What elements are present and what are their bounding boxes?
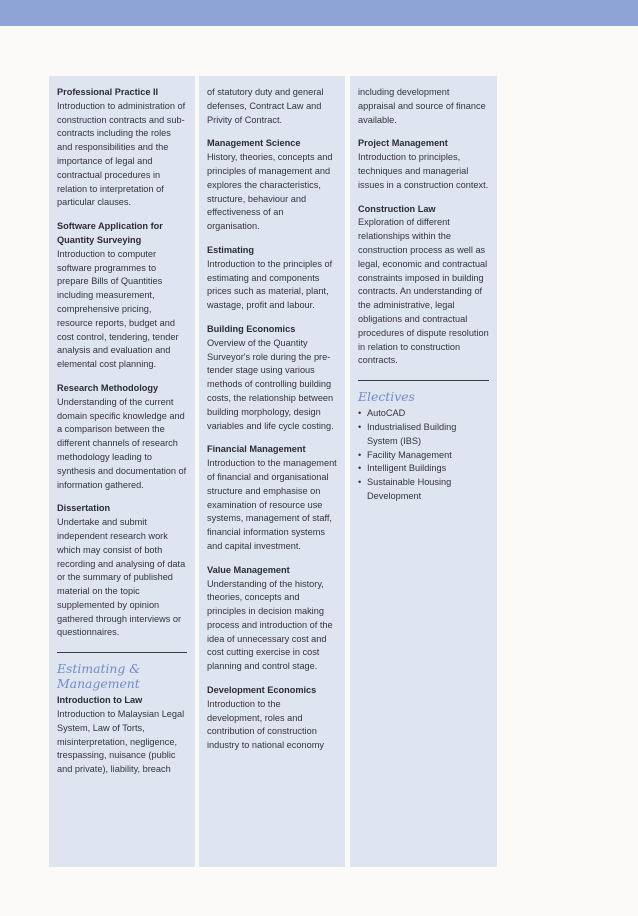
course-heading: Development Economics [207,685,317,696]
course-description: Introduction to principles, techniques and managerial issues in a construction context. [358,152,489,190]
group-title-electives: Electives [358,389,415,405]
course-heading: Financial Management [207,444,306,455]
elective-item: • Intelligent Buildings [358,462,489,476]
course-description: Overview of the Quantity Surveyor's role during the pre-tender stage using various methods of controlling building costs, the relationship between building morphology, design variables and life cycle costing. [207,337,334,431]
course-description: Introduction to the development, roles and contribution of construction industry to national economy [207,698,324,751]
elective-item: • Sustainable Housing Development [358,476,489,504]
course-construction-law [358,203,489,369]
course-description: Introduction to the management of financial and organisational structure and emphasise on examination of resource use systems, management of staff, financial information systems and capital investment. [207,458,337,551]
column-2 [199,76,345,867]
course-financial-management [207,443,337,553]
course-heading: Building Economics [207,323,296,334]
course-research-methodology [57,382,187,492]
group-title-estimating-management: Estimating & Management [57,661,141,692]
course-heading: Introduction to Law [57,695,143,706]
course-heading: Research Methodology [57,382,159,393]
course-value-management [207,564,337,674]
course-description: Exploration of different relationships within the construction process as well as legal, economic and contractual constraints imposed in building contracts. An understanding of the administrative, legal obligations and contractual procedures of dispute resolution in relation to construction contracts. [358,217,489,366]
continued-description: including development appraisal and source of finance available. [358,87,486,125]
column-1 [49,76,195,867]
course-heading: Dissertation [57,503,111,514]
course-heading: Project Management [358,138,448,149]
course-heading: Professional Practice II [57,87,159,97]
course-description: Introduction to administration of construction contracts and sub-contracts including the roles and responsibilities and the importance of legal and contractual procedures in relation to interpretation of particular clauses. [57,100,186,208]
section-divider [57,652,187,653]
top-decorative-band [0,0,638,26]
course-software-application [57,220,187,372]
section-divider [358,380,489,381]
course-development-economics [207,684,337,753]
electives-list [358,407,489,504]
elective-item: • Facility Management [358,449,489,463]
continued-text [358,86,489,127]
course-description: History, theories, concepts and principles of management and explores the characteristics, structure, behaviour and effectiveness of an organisation. [207,152,333,232]
course-description: Undertake and submit independent research work which may consist of both recording and analysing of data or the summary of published material on the topic supplemented by opinion gathered through interviews or questionnaires. [57,517,186,638]
course-heading: Construction Law [358,203,436,214]
course-description: Understanding of the current domain specific knowledge and a comparison between the different channels of research methodology leading to synthesis and documentation of information gathered. [57,396,187,490]
course-building-economics [207,323,337,433]
course-estimating [207,244,337,313]
course-management-science [207,137,337,234]
course-heading: Management Science [207,138,301,149]
elective-item: • AutoCAD [358,407,489,421]
continued-text [207,86,337,127]
course-heading: Value Management [207,564,290,575]
course-dissertation [57,502,187,640]
course-description: Introduction to the principles of estimating and components prices such as material, plant, wastage, profit and labour. [207,258,333,311]
course-professional-practice-ii [57,86,187,210]
course-heading: Estimating [207,244,254,255]
top-right-corner-block [612,0,638,26]
course-heading: Software Application for Quantity Surveying [57,221,163,245]
elective-item: • Industrialised Building System (IBS) [358,421,489,449]
column-3 [350,76,497,867]
course-description: Introduction to Malaysian Legal System, Law of Torts, misinterpretation, negligence, trespassing, nuisance (public and private), liability, breach [57,709,185,775]
course-description: Introduction to computer software programmes to prepare Bills of Quantities including measurement, comprehensive pricing, resource reports, budget and cost control, tendering, tender analysis and evaluation and elemental cost planning. [57,248,179,370]
continued-description: of statutory duty and general defenses, Contract Law and Privity of Contract. [207,87,324,125]
course-project-management [358,137,489,192]
course-description: Understanding of the history, theories, concepts and principles in decision making process and introduction of the idea of unnecessary cost and cost cutting exercise in cost planning and control stage. [207,578,333,672]
course-introduction-to-law [57,694,187,777]
